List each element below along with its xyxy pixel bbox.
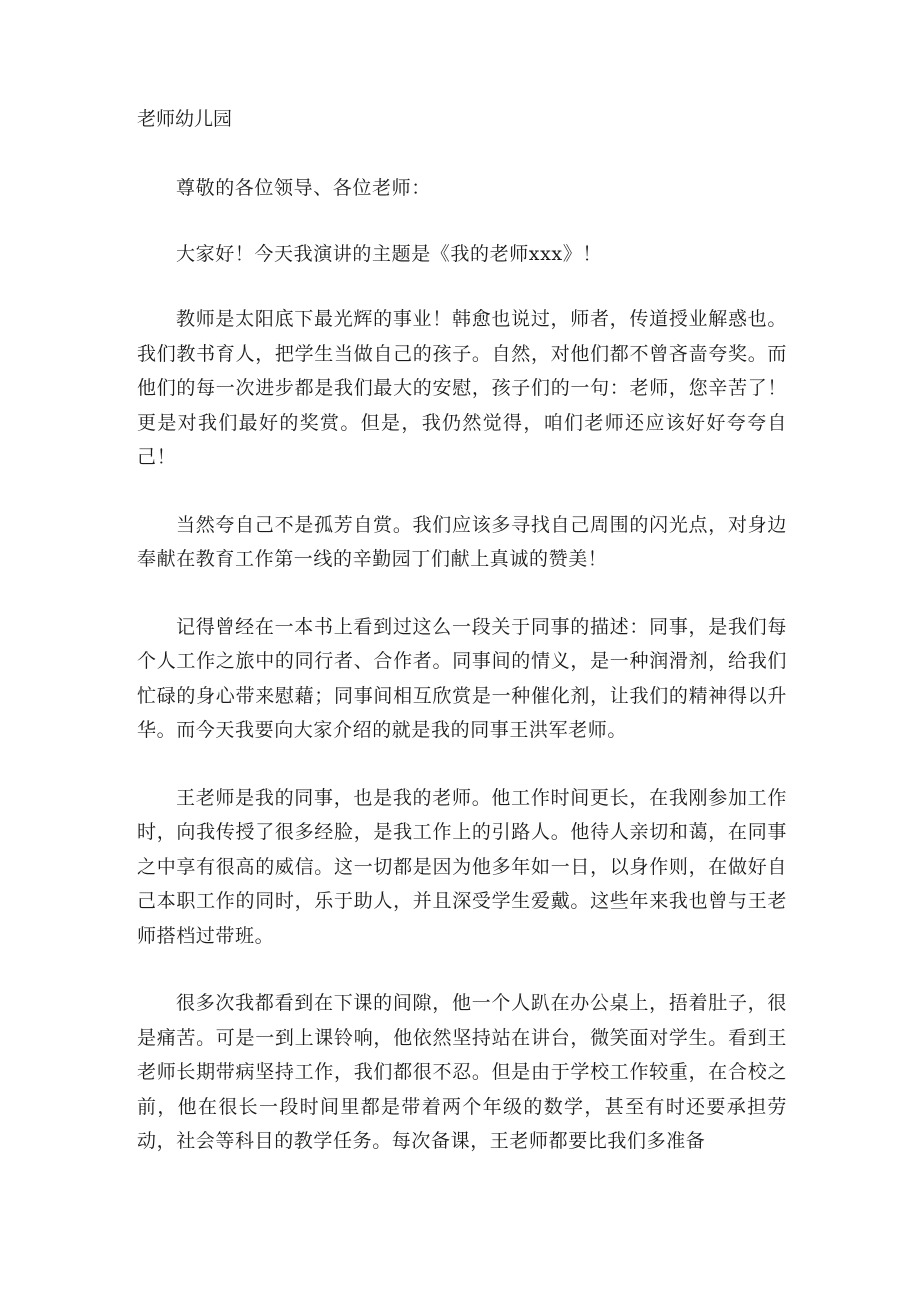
opening-line: 大家好！今天我演讲的主题是《我的老师xxx》！ — [176, 242, 602, 265]
body-paragraph: 王老师是我的同事，也是我的老师。他工作时间更长，在我刚参加工作时，向我传授了很多经脸，是我工作上的引路人。他待人亲切和蔼，在同事之中享有很高的威信。这一切都是因为他多年如一日，以身作则，在做好自己本职工作的同时，乐于助人，并且深受学生爱戴。这些年来我也曾与王老师搭档过带班。 — [137, 786, 787, 947]
document-body — [137, 171, 787, 1192]
document-title: 老师幼儿园 — [137, 108, 233, 130]
body-paragraph: 记得曾经在一本书上看到过这么一段关于同事的描述：同事，是我们每个人工作之旅中的同行者、合作者。同事间的情义，是一种润滑剂，给我们忙碌的身心带来慰藉；同事间相互欣赏是一种催化剂，让我们的精神得以升华。而今天我要向大家介绍的就是我的同事王洪军老师。 — [137, 615, 787, 741]
greeting-line: 尊敬的各位领导、各位老师： — [176, 177, 431, 199]
body-paragraph: 教师是太阳底下最光辉的事业！韩愈也说过，师者，传道授业解惑也。我们教书育人，把学生当做自己的孩子。自然，对他们都不曾吝啬夸奖。而他们的每一次进步都是我们最大的安慰，孩子们的一句：老师，您辛苦了！更是对我们最好的奖赏。但是，我仍然觉得，咱们老师还应该好好夸夸自己！ — [137, 308, 787, 468]
body-paragraph: 很多次我都看到在下课的间隙，他一个人趴在办公桌上，捂着肚子，很是痛苦。可是一到上课铃响，他依然坚持站在讲台，微笑面对学生。看到王老师长期带病坚持工作，我们都很不忍。但是由于学校工作较重，在合校之前，他在很长一段时间里都是带着两个年级的数学，甚至有时还要承担劳动，社会等科目的教学任务。每次备课，王老师都要比我们多准备 — [137, 992, 787, 1152]
body-paragraph: 当然夸自己不是孤芳自赏。我们应该多寻找自己周围的闪光点，对身边奉献在教育工作第一线的辛勤园丁们献上真诚的赞美！ — [137, 513, 787, 570]
